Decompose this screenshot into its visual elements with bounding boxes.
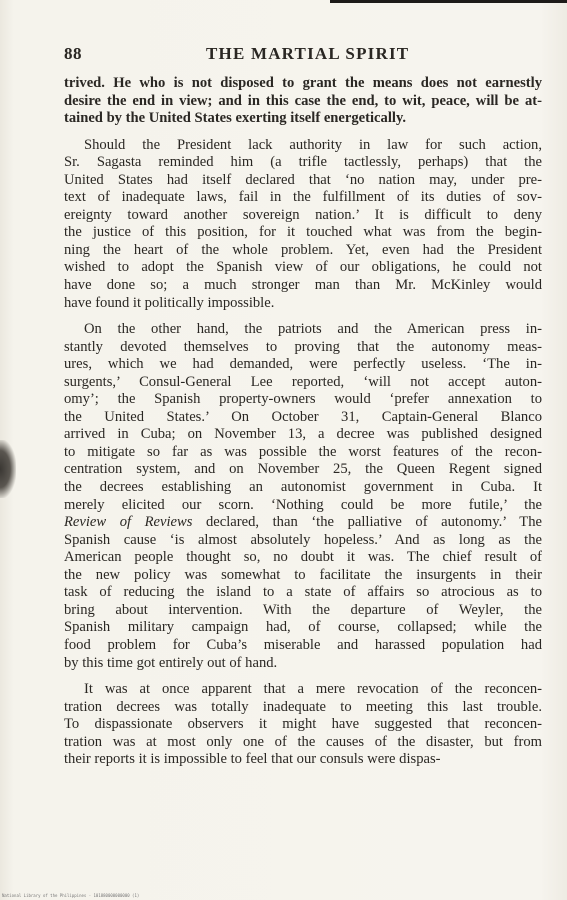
text-line: stantly devoted themselves to proving that the autonomy meas- (64, 338, 542, 355)
text-line: trived. He who is not disposed to grant the means does not earnestly (64, 75, 542, 91)
text-line: merely elicited our scorn. ‘Nothing could be more futile,’ the (64, 496, 542, 513)
text-line: food problem for Cuba’s miserable and harassed population had (64, 636, 542, 653)
text-line: to mitigate so far as was possible the worst features of the recon- (64, 443, 542, 460)
text-line: Spanish military campaign had, of course, collapsed; while the (64, 619, 542, 636)
text-line: by this time got entirely out of hand. (64, 654, 278, 671)
text-line: ereignty toward another sovereign nation.’ It is difficult to deny (64, 206, 542, 223)
text-line: the United States.’ On October 31, Captain-General Blanco (64, 408, 542, 425)
running-header (64, 44, 542, 68)
text-line: Should the President lack authority in law for such action, (84, 136, 542, 153)
text-line: Review of Reviews declared, than ‘the palliative of autonomy.’ The (64, 514, 542, 531)
text-line: United States had itself declared that ‘no nation may, under pre- (64, 171, 542, 188)
text-line: bring about intervention. With the departure of Weyler, the (64, 601, 542, 618)
text-line: ning the heart of the whole problem. Yet, even had the President (64, 241, 542, 258)
text-line: the justice of this position, for it touched what was from the begin- (64, 224, 542, 241)
text-line: American people thought so, no doubt it was. The chief result of (64, 549, 542, 566)
running-title: THE MARTIAL SPIRIT (206, 44, 410, 63)
text-line: surgents,’ Consul-General Lee reported, ‘will not accept auton- (64, 373, 542, 390)
paragraph (64, 681, 542, 769)
paragraph (64, 75, 542, 128)
text-line: desire the end in view; and in this case the end, to wit, peace, will be at- (64, 92, 542, 109)
text-line: centration system, and on November 25, the Queen Regent signed (64, 461, 542, 478)
paragraph (64, 321, 542, 672)
text-line: text of inadequate laws, fail in the fulfillment of its duties of sov- (64, 189, 542, 206)
text-line: their reports it is impossible to feel that our consuls were dispas- (64, 751, 441, 768)
text-line: omy’; the Spanish property-owners would ‘prefer annexation to (64, 391, 542, 408)
text-line: arrived in Cuba; on November 13, a decree was published designed (64, 426, 542, 443)
scan-top-edge (330, 0, 567, 3)
text-line: On the other hand, the patriots and the American press in- (84, 321, 542, 338)
text-line: have done so; a much stronger man than Mr. McKinley would (64, 277, 542, 294)
scan-footer-watermark: National Library of the Philippines · 101880000000000 (1) (2, 893, 140, 898)
text-line: To dispassionate observers it might have suggested that reconcen- (64, 716, 542, 733)
text-line: Sr. Sagasta reminded him (a trifle tactlessly, perhaps) that the (64, 154, 542, 171)
body-text (64, 75, 542, 778)
text-line: tration was at most only one of the causes of the disaster, but from (64, 733, 542, 750)
text-line: tained by the United States exerting itself energetically. (64, 110, 407, 127)
text-line: It was at once apparent that a mere revocation of the reconcen- (84, 681, 542, 698)
paragraph (64, 137, 542, 312)
text-line: task of reducing the island to a state of affairs so atrocious as to (64, 584, 542, 601)
text-line: tration decrees was totally inadequate to meeting this last trouble. (64, 698, 542, 715)
scan-margin-blot (0, 440, 16, 498)
text-line: Spanish cause ‘is almost absolutely hopeless.’ And as long as the (64, 531, 542, 548)
text-line: have found it politically impossible. (64, 294, 275, 311)
text-line: the new policy was somewhat to facilitate the insurgents in their (64, 566, 542, 583)
text-line: wished to adopt the Spanish view of our obligations, he could not (64, 259, 542, 276)
page-number: 88 (64, 44, 82, 63)
text-line: ures, which we had demanded, were perfectly useless. ‘The in- (64, 356, 542, 373)
text-line: the decrees establishing an autonomist government in Cuba. It (64, 479, 542, 496)
